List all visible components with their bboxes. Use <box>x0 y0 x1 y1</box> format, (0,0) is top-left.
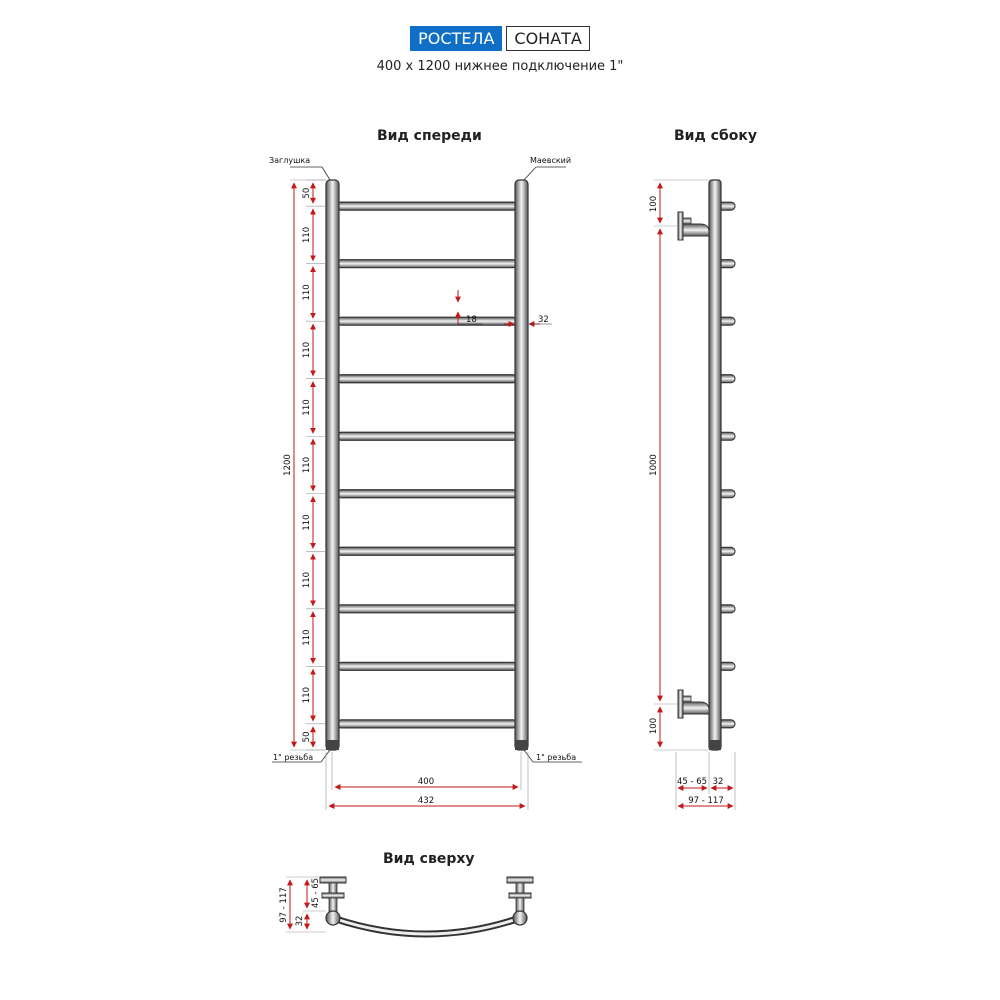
brand-logo: РОСТЕЛА <box>410 26 502 51</box>
dim-side-pipe: 32 <box>712 777 724 787</box>
rung-bar <box>337 720 517 728</box>
model-name: СОНАТА <box>506 26 589 51</box>
left-pipe-section <box>326 911 340 925</box>
segment-dimension-label: 110 <box>302 341 312 359</box>
rung-end <box>721 375 735 383</box>
dim-pipe-diameter: 32 <box>538 315 549 325</box>
segment-dimension-label: 110 <box>302 686 312 704</box>
rung-ends <box>721 202 735 728</box>
rung-end <box>721 202 735 210</box>
rung-end <box>721 662 735 670</box>
rung-bar <box>337 605 517 613</box>
right-pipe <box>515 180 528 750</box>
side-view <box>649 180 735 810</box>
segment-dimensions <box>302 180 326 750</box>
bottom-bracket <box>678 690 709 718</box>
dim-top-wall-gap: 45 - 65 <box>311 877 321 909</box>
right-thread <box>515 740 528 750</box>
dim-side-span: 1000 <box>649 454 659 476</box>
dim-side-wall-gap: 45 - 65 <box>676 777 708 787</box>
rung-bar <box>337 202 517 210</box>
segment-dimension-label: 110 <box>302 226 312 244</box>
dim-top-depth: 97 - 117 <box>279 887 289 923</box>
rung-bar <box>337 375 517 383</box>
rung-bar <box>337 490 517 498</box>
segment-dimension-label: 110 <box>302 456 312 474</box>
segment-dimension-label: 110 <box>302 629 312 646</box>
side-pipe <box>709 180 721 750</box>
rung-end <box>721 317 735 325</box>
top-view <box>279 877 533 934</box>
segment-dimension-label: 110 <box>302 399 312 416</box>
mayevsky-label: Маевский <box>530 156 572 165</box>
front-view <box>269 156 582 810</box>
rung-end <box>721 605 735 613</box>
segment-dimension-label: 50 <box>302 731 312 743</box>
dim-overall-width: 432 <box>417 796 435 806</box>
rung-end <box>721 547 735 555</box>
thread-left-label: 1" резьба <box>273 753 314 762</box>
front-view-title: Вид спереди <box>377 128 482 144</box>
dim-top-pipe: 32 <box>295 915 305 927</box>
plug-label: Заглушка <box>269 156 311 165</box>
dim-overall-height: 1200 <box>283 454 293 476</box>
dim-side-depth: 97 - 117 <box>688 796 724 806</box>
rung-end <box>721 720 735 728</box>
thread-right-label: 1" резьба <box>536 753 577 762</box>
rung-bar <box>337 317 517 325</box>
rung-end <box>721 432 735 440</box>
rung-bar <box>337 260 517 268</box>
rung-bar <box>337 432 517 440</box>
product-subtitle: 400 x 1200 нижнее подключение 1" <box>376 59 624 74</box>
segment-dimension-label: 50 <box>302 187 312 199</box>
rung-bar <box>337 547 517 555</box>
segment-dimension-label: 110 <box>302 514 312 531</box>
rung-end <box>721 260 735 268</box>
rung-end <box>721 490 735 498</box>
left-thread <box>326 740 339 750</box>
top-bracket <box>678 212 709 240</box>
side-view-title: Вид сбоку <box>674 128 757 144</box>
segment-dimension-label: 110 <box>302 284 312 301</box>
dim-side-bottom: 100 <box>649 717 659 735</box>
right-pipe-section <box>513 911 527 925</box>
dim-center-distance: 400 <box>417 777 435 787</box>
rungs <box>337 202 517 728</box>
top-view-title: Вид сверху <box>383 851 475 867</box>
rung-bar <box>337 662 517 670</box>
dim-bar-thickness: 18 <box>466 315 477 325</box>
left-pipe <box>326 180 339 750</box>
dim-side-top: 100 <box>649 195 659 213</box>
segment-dimension-label: 110 <box>302 571 312 589</box>
